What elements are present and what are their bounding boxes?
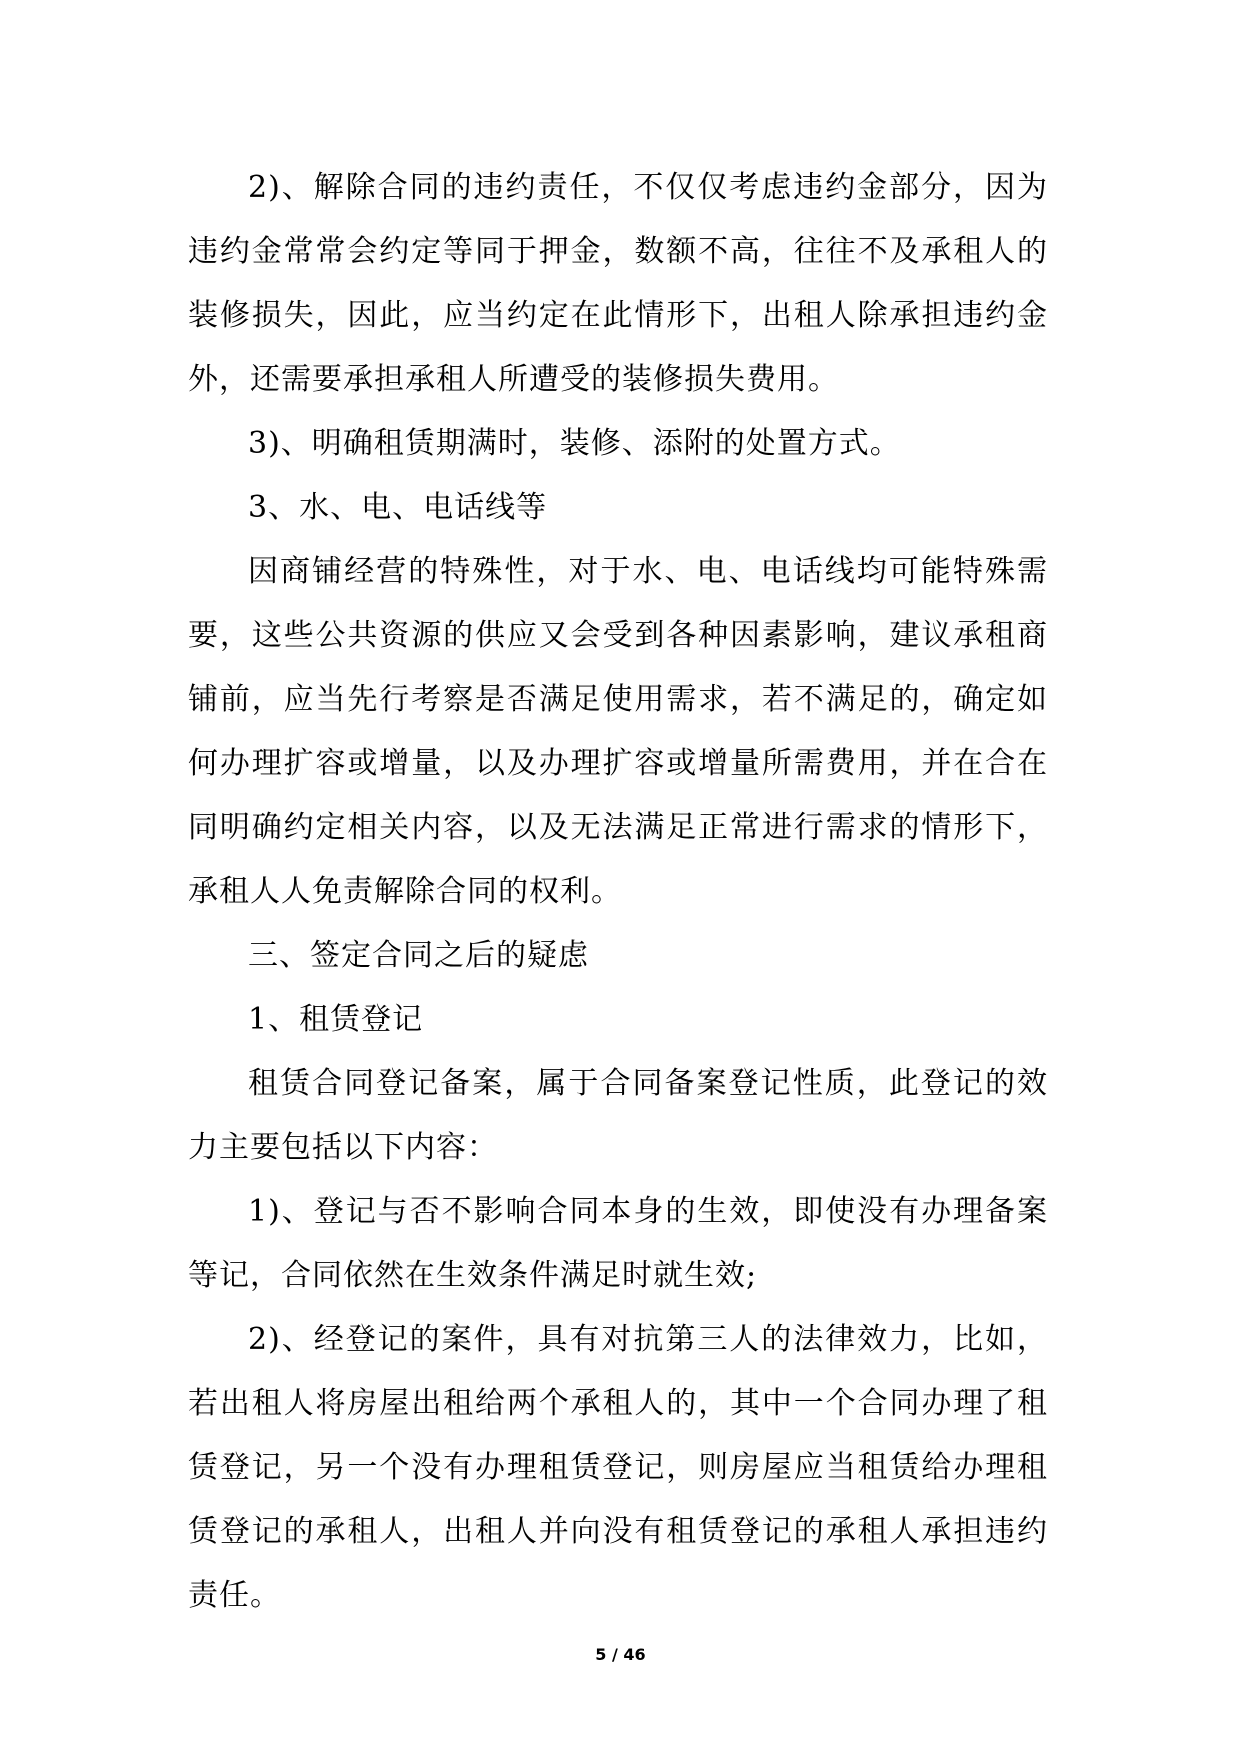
heading-after-signing: 三、签定合同之后的疑虑 — [248, 938, 589, 973]
paragraph-lease-expiry-disposal: 3)、明确租赁期满时，装修、添附的处置方式。 — [248, 426, 901, 461]
heading-lease-registration: 1、租赁登记 — [248, 1002, 424, 1037]
document-body — [188, 156, 1048, 1628]
paragraph-termination-liability: 2)、解除合同的违约责任，不仅仅考虑违约金部分，因为违约金常常会约定等同于押金，数额不高，往往不及承租人的装修损失，因此，应当约定在此情形下，出租人除承担违约金外，还需要承担承租人所遭受的装修损失费用。 — [188, 170, 1048, 397]
heading-utilities: 3、水、电、电话线等 — [248, 490, 548, 525]
paragraph-registration-point-1: 1)、登记与否不影响合同本身的生效，即使没有办理备案等记，合同依然在生效条件满足时就生效; — [188, 1194, 1048, 1293]
paragraph-utilities: 因商铺经营的特殊性，对于水、电、电话线均可能特殊需要，这些公共资源的供应又会受到各种因素影响，建议承租商铺前，应当先行考察是否满足使用需求，若不满足的，确定如何办理扩容或增量，以及办理扩容或增量所需费用，并在合在同明确约定相关内容，以及无法满足正常进行需求的情形下，承租人人免责解除合同的权利。 — [188, 554, 1048, 909]
paragraph-registration-point-2: 2)、经登记的案件，具有对抗第三人的法律效力，比如，若出租人将房屋出租给两个承租人的，其中一个合同办理了租赁登记，另一个没有办理租赁登记，则房屋应当租赁给办理租赁登记的承租人，出租人并向没有租赁登记的承租人承担违约责任。 — [188, 1322, 1048, 1613]
paragraph-registration-effect: 租赁合同登记备案，属于合同备案登记性质，此登记的效力主要包括以下内容： — [188, 1066, 1048, 1165]
page-number: 5 / 46 — [595, 1645, 646, 1664]
